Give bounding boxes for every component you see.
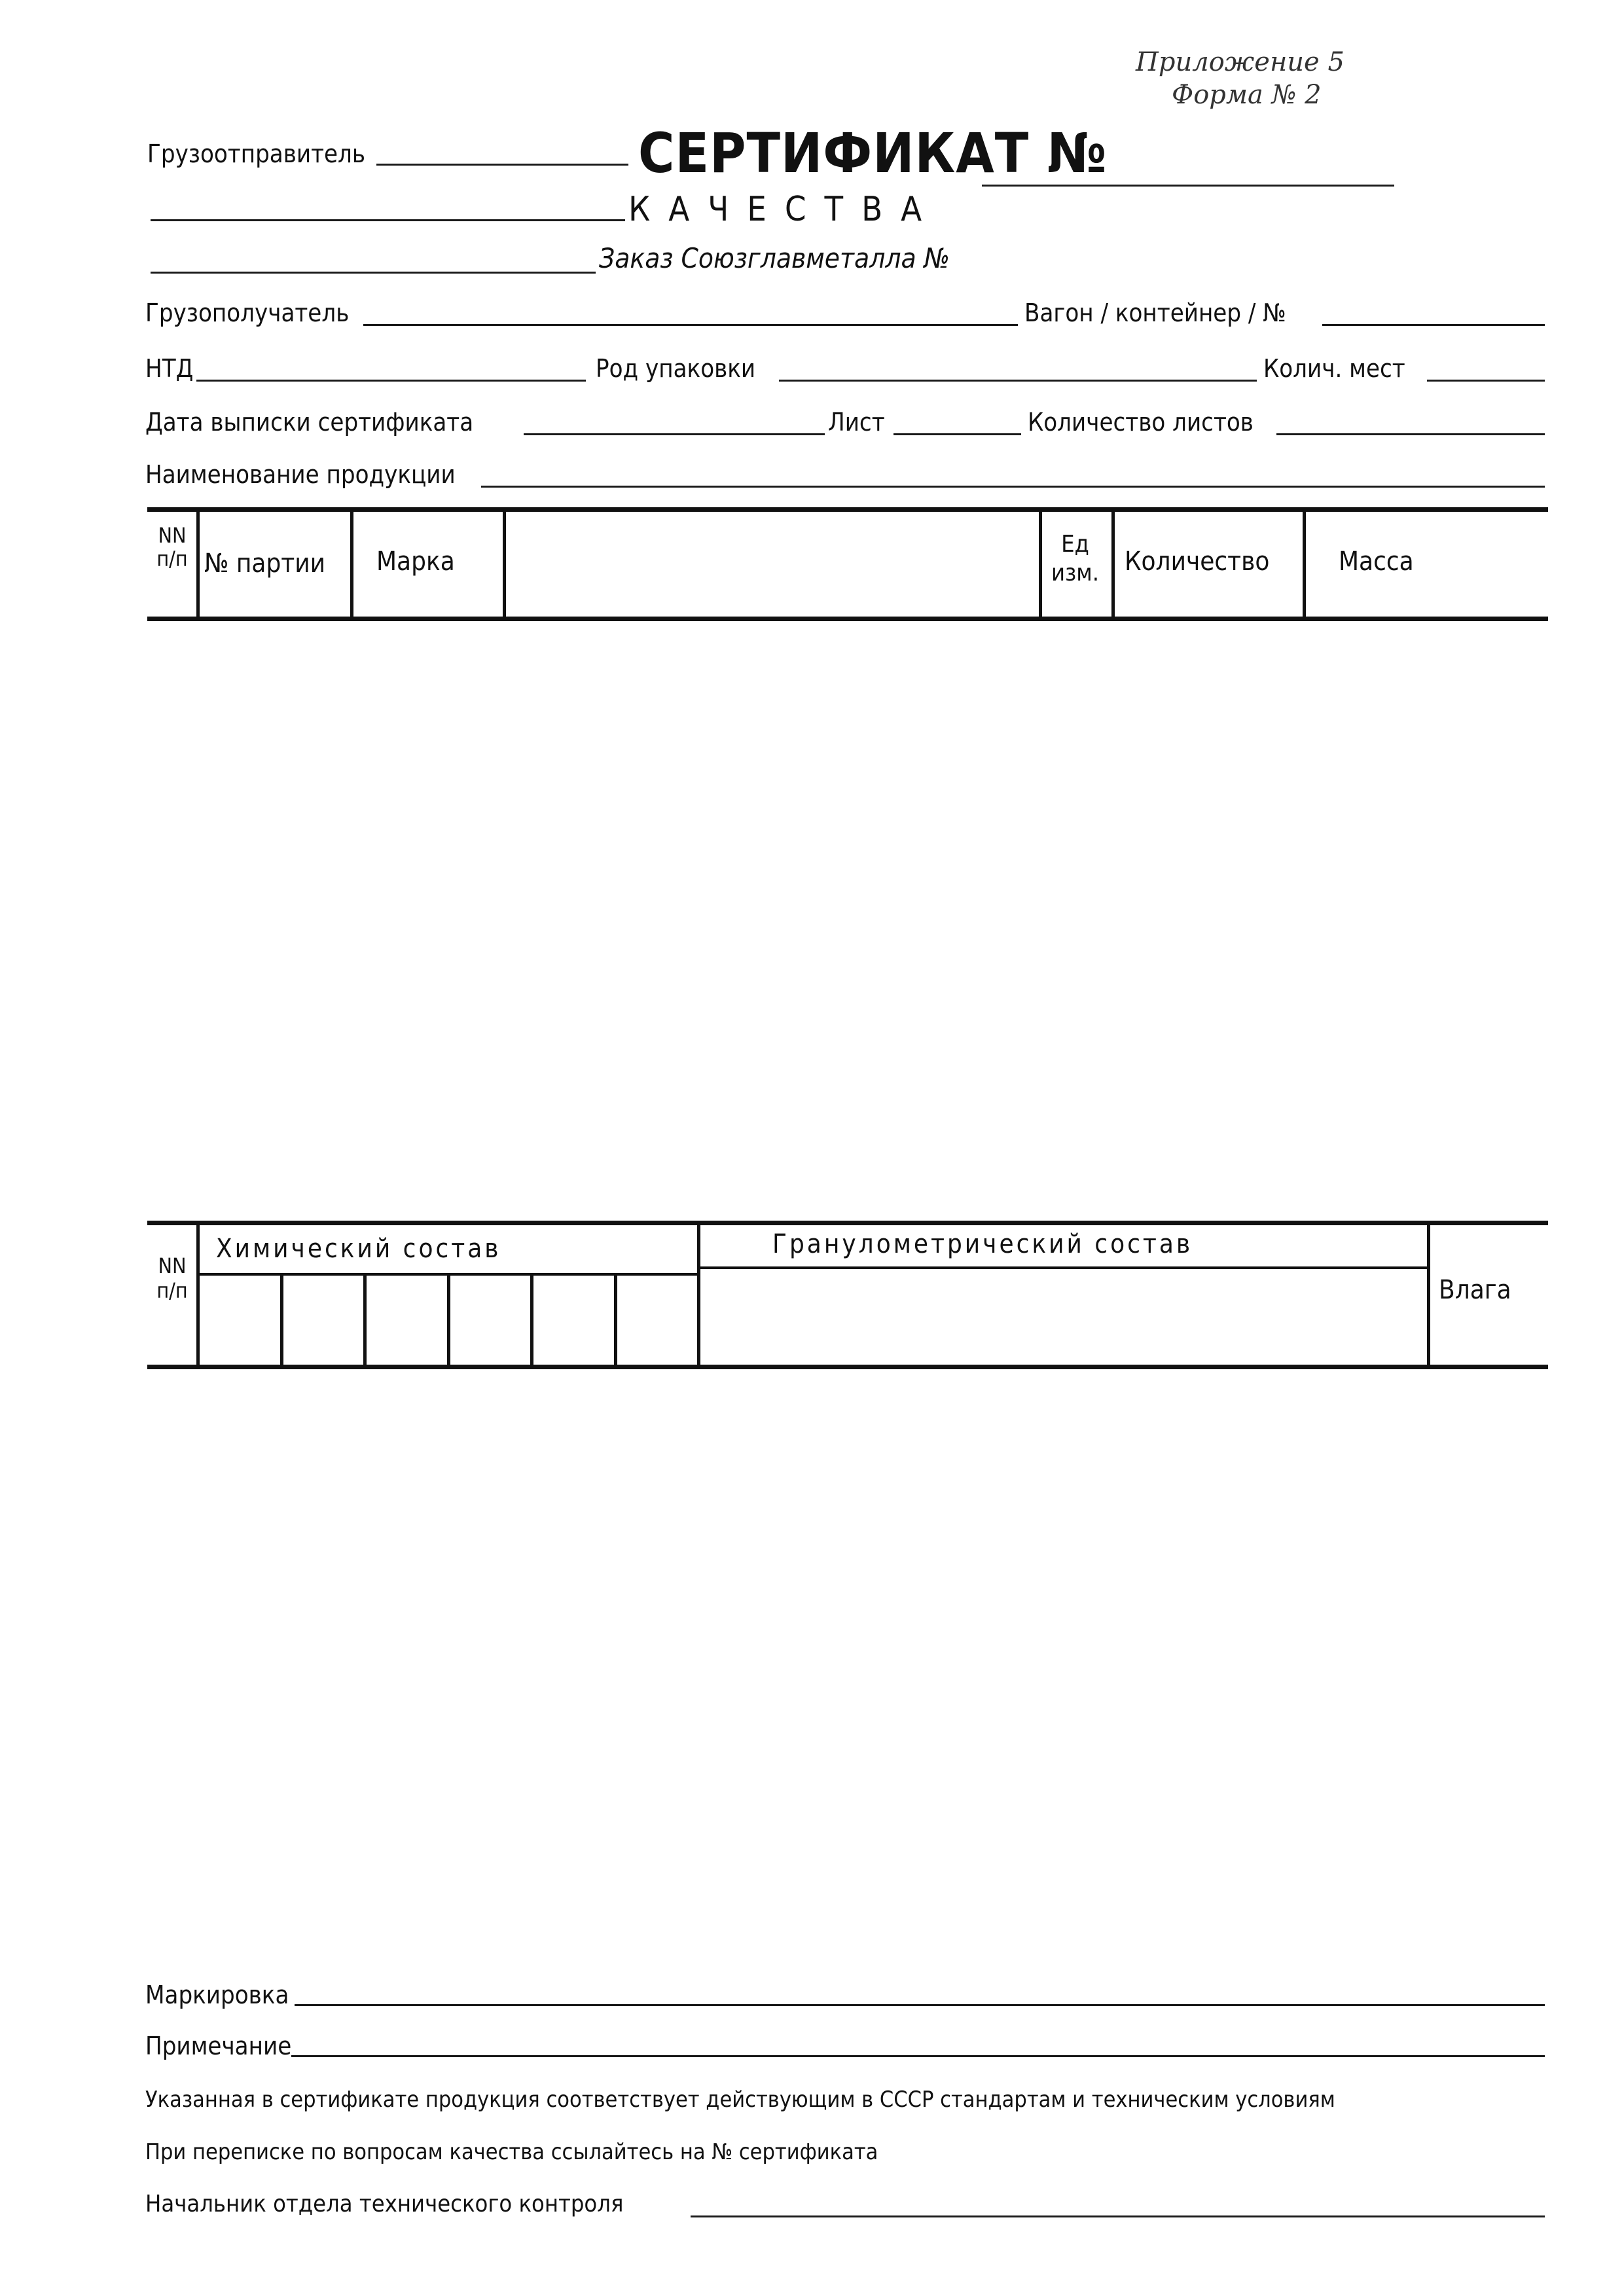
ntd-label: НТД <box>145 354 194 383</box>
certificate-subtitle: КАЧЕСТВА <box>628 190 941 229</box>
note-label: Примечание <box>145 2032 292 2060</box>
shipper-line-2[interactable] <box>151 219 625 221</box>
chem-col-nn: NN п/п <box>156 1253 188 1303</box>
certificate-number-line[interactable] <box>982 185 1394 187</box>
sheet-label: Лист <box>828 408 885 437</box>
certificate-title: СЕРТИФИКАТ № <box>638 121 1108 185</box>
note-line[interactable] <box>291 2055 1545 2057</box>
chem-composition-label: Химический состав <box>216 1234 501 1264</box>
appendix-line-2: Форма № 2 <box>1172 80 1322 110</box>
places-label: Колич. мест <box>1263 354 1405 383</box>
shipper-label: Грузоотправитель <box>147 139 366 168</box>
sheets-count-line[interactable] <box>1276 433 1545 435</box>
shipper-line[interactable] <box>376 164 628 166</box>
moisture-label: Влага <box>1439 1275 1511 1305</box>
wagon-label: Вагон / контейнер / № <box>1024 298 1286 327</box>
appendix-line-1: Приложение 5 <box>1136 47 1344 77</box>
conformity-statement: Указанная в сертификате продукция соответствует действующим в СССР стандартам и техническим условиям <box>145 2087 1335 2113</box>
col-unit: Ед изм. <box>1051 531 1099 586</box>
product-name-label: Наименование продукции <box>145 460 456 489</box>
sheet-line[interactable] <box>893 433 1021 435</box>
col-nn: NN п/п <box>156 523 188 571</box>
otk-head-line[interactable] <box>691 2215 1545 2217</box>
shipper-line-3[interactable] <box>151 272 596 274</box>
col-batch: № партии <box>204 548 326 579</box>
correspondence-note: При переписке по вопросам качества ссылайтесь на № сертификата <box>145 2139 878 2165</box>
consignee-label: Грузополучатель <box>145 298 350 327</box>
packing-label: Род упаковки <box>596 354 756 383</box>
col-quantity: Количество <box>1125 547 1270 577</box>
consignee-line[interactable] <box>363 324 1018 326</box>
sheets-count-label: Количество листов <box>1028 408 1254 437</box>
granulometric-composition-label: Гранулометрический состав <box>772 1229 1193 1259</box>
issue-date-label: Дата выписки сертификата <box>145 408 474 437</box>
ntd-line[interactable] <box>196 380 586 382</box>
marking-line[interactable] <box>295 2004 1545 2006</box>
otk-head-label: Начальник отдела технического контроля <box>145 2191 624 2217</box>
order-label: Заказ Союзглавметалла № <box>599 242 950 274</box>
places-line[interactable] <box>1427 380 1545 382</box>
marking-label: Маркировка <box>145 1981 289 2009</box>
issue-date-line[interactable] <box>524 433 825 435</box>
col-mass: Масса <box>1339 547 1414 577</box>
product-name-line[interactable] <box>481 486 1545 488</box>
wagon-line[interactable] <box>1322 324 1545 326</box>
packing-line[interactable] <box>779 380 1257 382</box>
col-grade: Марка <box>376 547 455 577</box>
